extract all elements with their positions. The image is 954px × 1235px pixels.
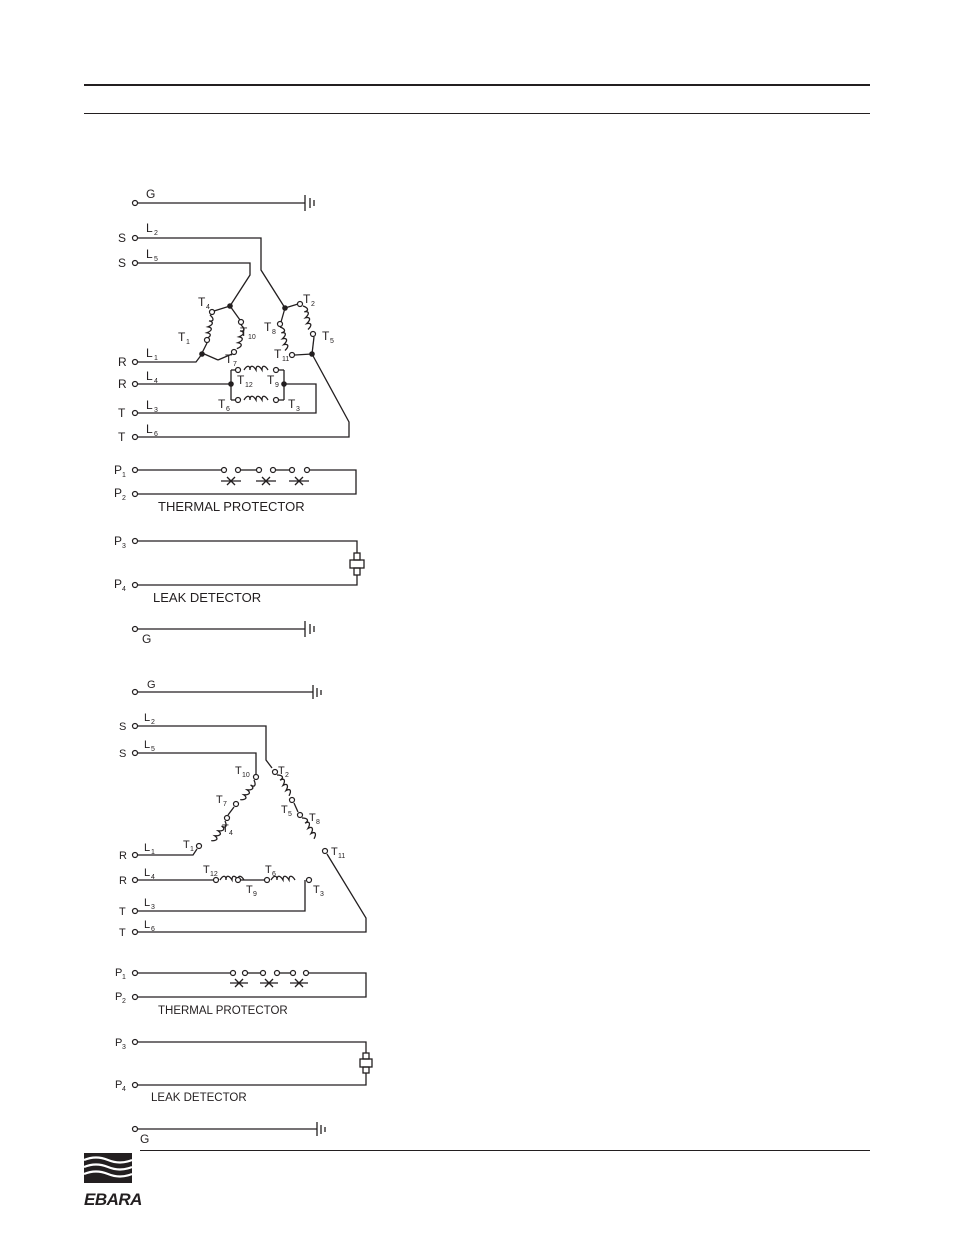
top-wiring-diagram bbox=[114, 187, 364, 646]
label-t6-bottom: 6 bbox=[272, 871, 276, 878]
terminal-t1 bbox=[133, 411, 138, 416]
svg-text:T: T bbox=[178, 330, 186, 344]
label-t8-bottom: 8 bbox=[316, 819, 320, 826]
leak-detector-bottom bbox=[115, 1037, 372, 1104]
label-l3: L bbox=[146, 398, 153, 412]
terminal-r1 bbox=[133, 360, 138, 365]
ebara-logo bbox=[84, 1153, 142, 1209]
svg-text:T: T bbox=[281, 804, 288, 816]
svg-text:T: T bbox=[303, 292, 311, 306]
svg-text:P: P bbox=[115, 1037, 123, 1049]
svg-text:P: P bbox=[115, 991, 123, 1003]
label-t5-bottom: 5 bbox=[288, 811, 292, 818]
leak-detector-label-top: LEAK DETECTOR bbox=[153, 590, 262, 605]
label-t10-top: 10 bbox=[248, 334, 256, 341]
svg-text:L: L bbox=[144, 897, 151, 909]
label-t9-top: 9 bbox=[275, 382, 279, 389]
svg-text:3: 3 bbox=[122, 543, 126, 550]
label-s1: S bbox=[118, 231, 127, 245]
svg-text:T: T bbox=[309, 812, 316, 824]
label-r2: R bbox=[118, 377, 127, 391]
svg-text:T: T bbox=[218, 397, 226, 411]
svg-text:T: T bbox=[225, 352, 233, 366]
label-t11-top: 11 bbox=[282, 356, 290, 363]
terminal-r2 bbox=[133, 382, 138, 387]
label-t1-top: 1 bbox=[186, 339, 190, 346]
svg-text:5: 5 bbox=[151, 746, 155, 753]
terminal-s2 bbox=[133, 261, 138, 266]
svg-text:T: T bbox=[288, 397, 296, 411]
svg-text:T: T bbox=[264, 320, 272, 334]
label-t1-term-2: T bbox=[119, 906, 126, 918]
label-g-bottom-2: G bbox=[140, 1132, 150, 1146]
svg-text:P: P bbox=[115, 1079, 123, 1091]
label-r2-2: R bbox=[119, 875, 127, 887]
svg-text:3: 3 bbox=[151, 904, 155, 911]
svg-text:T: T bbox=[265, 864, 272, 876]
label-t6-top: 6 bbox=[226, 406, 230, 413]
label-t2-bottom: 2 bbox=[285, 772, 289, 779]
svg-text:T: T bbox=[240, 325, 248, 339]
label-t9-bottom: 9 bbox=[253, 891, 257, 898]
logo-wordmark: EBARA bbox=[84, 1190, 142, 1209]
svg-text:T: T bbox=[183, 839, 190, 851]
label-t1-term: T bbox=[118, 406, 126, 420]
svg-text:P: P bbox=[114, 463, 123, 477]
svg-text:1: 1 bbox=[122, 472, 126, 479]
svg-text:T: T bbox=[216, 794, 223, 806]
svg-text:T: T bbox=[203, 864, 210, 876]
label-l5: L bbox=[146, 247, 153, 261]
svg-text:P: P bbox=[115, 967, 123, 979]
label-t7-top: 7 bbox=[233, 361, 237, 368]
bottom-wiring-diagram bbox=[115, 679, 372, 1146]
svg-text:T: T bbox=[278, 765, 285, 777]
label-s1-2: S bbox=[119, 721, 127, 733]
svg-text:4: 4 bbox=[122, 586, 126, 593]
svg-text:6: 6 bbox=[154, 431, 158, 438]
label-t2-term-2: T bbox=[119, 927, 126, 939]
svg-text:1: 1 bbox=[151, 849, 155, 856]
label-t4-top: 4 bbox=[206, 304, 210, 311]
svg-text:6: 6 bbox=[151, 926, 155, 933]
terminal-s1 bbox=[133, 236, 138, 241]
winding-right-pair bbox=[278, 302, 316, 358]
svg-text:T: T bbox=[274, 347, 282, 361]
leak-detector-label-bottom: LEAK DETECTOR bbox=[151, 1092, 247, 1104]
label-t1-bottom: 1 bbox=[190, 846, 194, 853]
svg-text:T: T bbox=[198, 295, 206, 309]
svg-text:3: 3 bbox=[154, 407, 158, 414]
label-l6: L bbox=[146, 422, 153, 436]
label-t10-bottom: 10 bbox=[242, 772, 250, 779]
leak-detector-top bbox=[114, 534, 364, 605]
terminal-g-top bbox=[133, 201, 138, 206]
label-l2: L bbox=[146, 221, 153, 235]
svg-text:1: 1 bbox=[154, 355, 158, 362]
terminal-g-bottom bbox=[133, 627, 138, 632]
label-t3-top: 3 bbox=[296, 406, 300, 413]
label-t2-term: T bbox=[118, 430, 126, 444]
svg-text:1: 1 bbox=[122, 974, 126, 981]
svg-text:T: T bbox=[235, 765, 242, 777]
label-t2-top: 2 bbox=[311, 301, 315, 308]
svg-text:T: T bbox=[246, 884, 253, 896]
terminal-t2 bbox=[133, 435, 138, 440]
svg-text:2: 2 bbox=[122, 998, 126, 1005]
svg-text:P: P bbox=[114, 577, 123, 591]
svg-text:T: T bbox=[331, 846, 338, 858]
svg-text:L: L bbox=[144, 739, 151, 751]
svg-text:2: 2 bbox=[154, 230, 158, 237]
label-t8-top: 8 bbox=[272, 329, 276, 336]
label-t4-bottom: 4 bbox=[229, 830, 233, 837]
label-s2-2: S bbox=[119, 748, 127, 760]
svg-text:4: 4 bbox=[151, 874, 155, 881]
svg-text:T: T bbox=[222, 823, 229, 835]
svg-text:P: P bbox=[114, 486, 123, 500]
label-s2: S bbox=[118, 256, 127, 270]
svg-text:4: 4 bbox=[154, 378, 158, 385]
label-l4: L bbox=[146, 369, 153, 383]
label-r1-2: R bbox=[119, 850, 127, 862]
ground-symbol-top bbox=[305, 195, 314, 211]
svg-text:L: L bbox=[144, 712, 151, 724]
svg-text:3: 3 bbox=[122, 1044, 126, 1051]
label-l1: L bbox=[146, 346, 153, 360]
label-t7-bottom: 7 bbox=[223, 801, 227, 808]
svg-text:L: L bbox=[144, 919, 151, 931]
svg-text:T: T bbox=[313, 884, 320, 896]
label-r1: R bbox=[118, 355, 127, 369]
svg-text:P: P bbox=[114, 534, 123, 548]
thermal-protector-label-top: THERMAL PROTECTOR bbox=[158, 499, 305, 514]
svg-text:L: L bbox=[144, 842, 151, 854]
label-t12-bottom: 12 bbox=[210, 871, 218, 878]
svg-text:T: T bbox=[322, 329, 330, 343]
label-t11-bottom: 11 bbox=[338, 853, 346, 860]
label-t12-top: 12 bbox=[245, 382, 253, 389]
label-g-top-2: G bbox=[147, 679, 156, 691]
svg-text:2: 2 bbox=[151, 719, 155, 726]
svg-text:5: 5 bbox=[154, 256, 158, 263]
thermal-protector-bottom bbox=[115, 967, 366, 1017]
winding-left-pair bbox=[199, 303, 244, 360]
svg-text:4: 4 bbox=[122, 1086, 126, 1093]
svg-text:L: L bbox=[144, 867, 151, 879]
thermal-protector-label-bottom: THERMAL PROTECTOR bbox=[158, 1005, 288, 1017]
svg-text:T: T bbox=[267, 373, 275, 387]
thermal-protector-top bbox=[114, 463, 356, 514]
svg-text:2: 2 bbox=[122, 495, 126, 502]
label-t3-bottom: 3 bbox=[320, 891, 324, 898]
label-g-top: G bbox=[146, 187, 156, 201]
label-t5-top: 5 bbox=[330, 338, 334, 345]
svg-text:T: T bbox=[237, 373, 245, 387]
label-g-bottom: G bbox=[142, 632, 152, 646]
